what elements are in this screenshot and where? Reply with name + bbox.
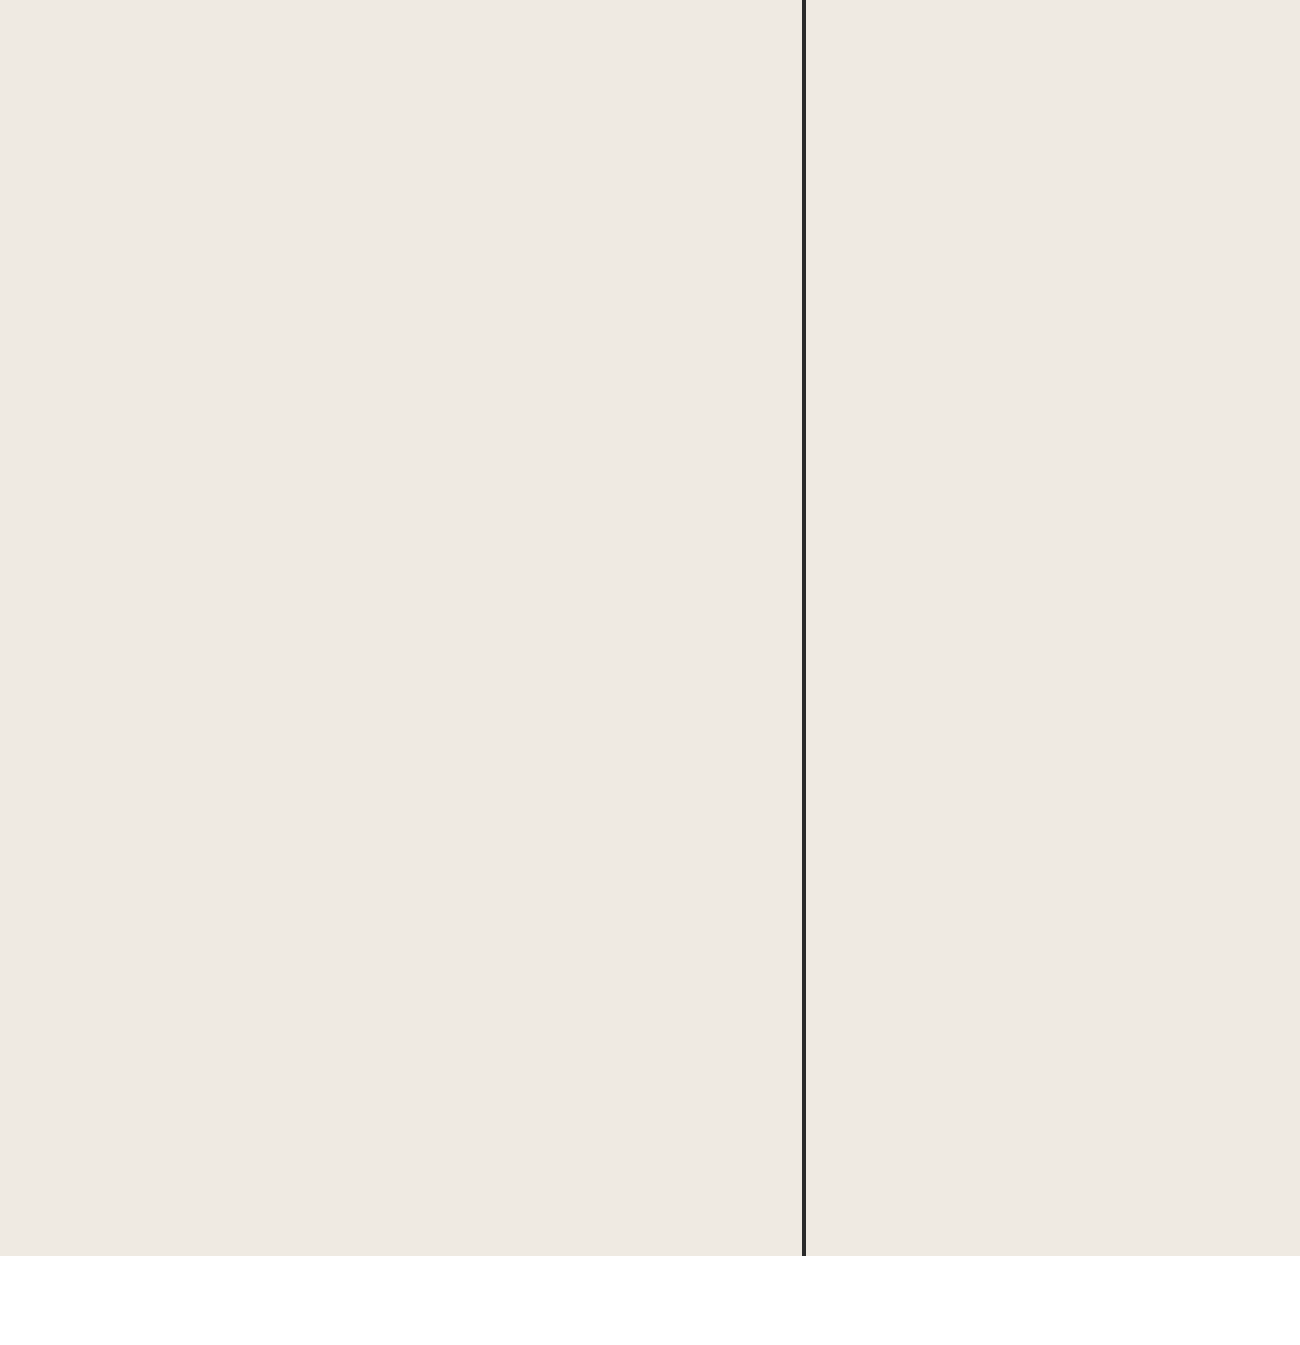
stock-footer xyxy=(0,1256,1300,1345)
column-divider xyxy=(802,0,806,1256)
watermark xyxy=(575,560,775,616)
right-column xyxy=(812,0,1300,1256)
